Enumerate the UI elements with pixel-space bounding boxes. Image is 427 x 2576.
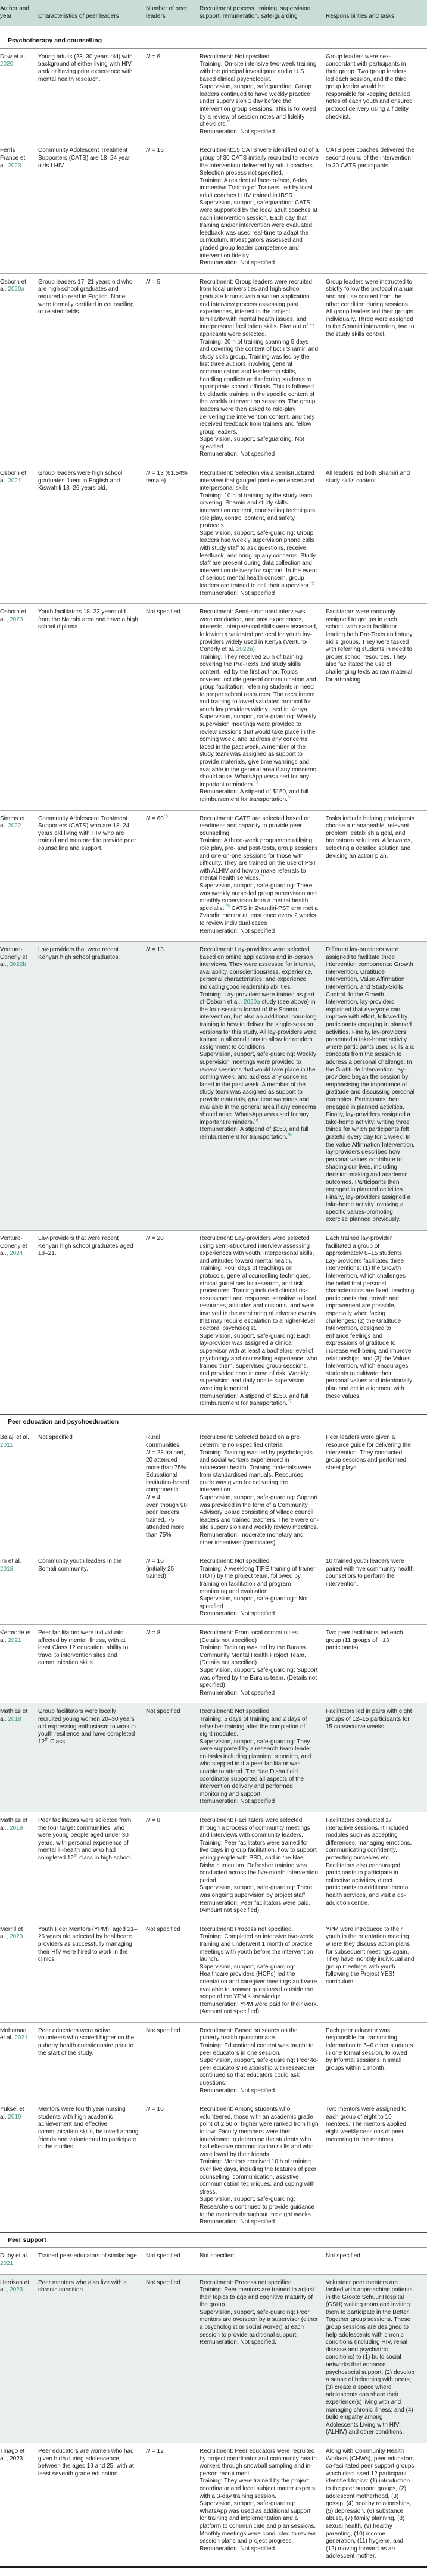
footnote-marker[interactable]: *6 xyxy=(254,1117,258,1123)
recruitment-cell: Recruitment: Facilitators were selected through a process of community meetings and interviews with community leaders. Training: Peer facilitators were trained for five days in group facilitation, how to support young people with PSD, and in the Nae Disha curriculum. Refresher training was conducted across the five-month intervention period. Supervision, support, safe-guarding: There was ongoing supervision by project staff. Remuneration: Peer facilitators were paid. (Amount not specified) xyxy=(200,1817,318,1914)
number-cell: N = 10 (initially 25 trained) xyxy=(146,1558,174,1580)
citation-year-link[interactable]: 2023 xyxy=(10,616,23,623)
citation-year: 2023 xyxy=(10,2455,23,2462)
footnote-marker[interactable]: *3 xyxy=(254,779,258,785)
characteristics-cell: Not specified xyxy=(38,1434,73,1441)
citation-year-link[interactable]: 2024 xyxy=(10,1250,23,1257)
author-cell: Duby et al. 2021 xyxy=(0,2253,29,2267)
characteristics-cell: Group leaders 17–21 years old who are high school graduates and required to read in English. None were formally certified in counselling or related fields. xyxy=(38,278,134,316)
characteristics-cell: Peer mentors who also live with a chronic condition xyxy=(38,2279,127,2294)
number-cell: N = 13 (61.54% female) xyxy=(146,470,188,484)
column-header-recruitment: Recruitment process, training, supervision, support, remuneration, safe-guarding xyxy=(200,5,312,20)
recruitment-cell: Recruitment: Lay-providers were selected using semi-structured interview assessing experiences with youth, interpersonal skills, and attitudes toward mental health. Training: Four days of teachings on protocols, general counselling techniques, ethical guidelines for research, and risk procedures. Training included clinical risk assessment and response, sensitive to local resources, attitudes and customs, and were involved in the monitoring of adverse events that may require escalation to a higher-level doctoral psychologist. Supervision, support, safe-guarding: Each lay-provider was assigned a clinical supervisor with at least a bachelors-level of psychology and counselling experience, who trained them, supervised group sessions, and provided care in case of risk. Weekly supervision and daily onsite supervision were implemented. Remuneration: A stipend of $150, and full reimbursement for transportation.$^{*7}$ xyxy=(200,1235,317,1407)
footnote-marker[interactable]: *2 xyxy=(310,580,314,586)
number-cell: N = 8 xyxy=(146,1817,161,1824)
study-row xyxy=(0,1703,427,1812)
number-cell: N = 8 xyxy=(146,1629,161,1636)
study-row xyxy=(0,2101,427,2232)
study-row xyxy=(0,1921,427,2023)
responsibilities-cell: Facilitators led in pairs with eight groups of 12–15 participants for 15 consecutive weeks. xyxy=(326,1708,412,1730)
footnote-marker[interactable]: *5 xyxy=(260,873,265,879)
responsibilities-cell: Not specified xyxy=(326,2253,360,2260)
citation-year-link[interactable]: 2019 xyxy=(8,2113,21,2120)
section-header xyxy=(0,1414,427,1430)
characteristics-cell: Youth Peer Mentors (YPM), aged 21–26 years old selected by healthcare providers as successfully managing their HIV were hired to work in the clinics. xyxy=(38,1926,138,1963)
characteristics-cell: Peer educators are women who had given birth during adolescence, between the ages 19 and 25, with at least seventh grade education. xyxy=(38,2447,134,2477)
study-row xyxy=(0,1625,427,1703)
footnote-marker[interactable]: *6 xyxy=(287,1132,292,1138)
recruitment-cell: Recruitment: Not specified Training: A weeklong TIPE training of trainer (TOT) by the project team, followed by training on facilitation and program monitoring and evaluation. Supervision, support, safe-guarding:: Not specified Remuneration: Not specified xyxy=(200,1558,316,1618)
author-cell: Simms et al. 2022 xyxy=(0,815,25,830)
number-cell: Not specified xyxy=(146,1708,180,1715)
study-row xyxy=(0,1812,427,1921)
responsibilities-cell: Facilitators conducted 17 interactive sessions. It included modules such as accepting differences, managing emotions, communicating confidently, protecting ourselves etc. Facilitators also encouraged participants to participate in collective activities, direct participants to additional mental health services, and visit a de-addiction centre. xyxy=(326,1817,412,1907)
column-header-characteristics: Characteristics of peer leaders xyxy=(38,13,119,20)
footnote-marker[interactable]: *5 xyxy=(225,903,230,909)
section-header xyxy=(0,33,427,49)
responsibilities-cell: Two peer facilitators led each group (11 groups of ~13 participants) xyxy=(326,1629,403,1652)
characteristics-cell: Peer facilitators were individuals affected by mental illness, with at least Class 12 education, ability to travel to intervention sites and communication skills. xyxy=(38,1629,129,1667)
column-header-responsibilities: Responsibilities and tasks xyxy=(326,13,395,20)
study-row xyxy=(0,1429,427,1553)
recruitment-cell: Recruitment: Process not specified. Training: Completed an intensive two-week training and underwent 1 month of practice meetings with youth before the intervention launch. Supervision, support, safe-guarding: Healthcare providers (HCPs) led the orientation and caregiver meetings and were available to answer questions if outside the scope of the YPM's knowledge. Remuneration: YPM were paid for their work. (Amount not specified) xyxy=(200,1926,319,2016)
citation-year-link[interactable]: 2018 xyxy=(8,1715,21,1722)
responsibilities-cell: Peer leaders were given a resource guide for delivering the intervention. They conducted group sessions and performed street plays. xyxy=(326,1434,411,1471)
recruitment-cell: Recruitment: Lay-providers were selected based on online applications and in-person interviews. They were assessed for interest, availability, conscientiousness, experience, personal characteristics, and experience indicating good leadership abilities. Training: Lay-providers were trained as part of Osborn et al., 2020a study (see above) in the four-session format of the Shamiri intervention, but also an additional hour-long training in how to deliver the single-session versions for this study. All lay-providers were trained in all conditions to allow for random assignment to conditions Supervision, support, safe-guarding: Weekly supervision meetings were provided to review sessions that would take place in the coming week, and address any concerns faced in the past week. A member of the study team was assigned as support to provide materials, give time warnings and available in the general area if any concerns should arise. WhatsApp was used for any important reminders.$^{*6}$ Remuneration: A stipend of $150, and full reimbursement for transportation.$^{*6}$ xyxy=(200,946,317,1141)
study-row xyxy=(0,1553,427,1625)
characteristics-cell: Peer educators were active volunteers who scored higher on the puberty health questionnaire prior to the start of the study. xyxy=(38,2027,135,2057)
section-title: Psychotherapy and counselling xyxy=(8,37,102,45)
responsibilities-cell: Facilitators were randomly assigned to groups in each school, with each facilitator leading both Pre-Texts and study skills groups. They were tasked with referring students in need to proper school resources. They also facilitated the use of challenging texts as raw material for artmaking. xyxy=(326,609,413,683)
study-row xyxy=(0,2248,427,2274)
recruitment-cell: Recruitment: Not specified Training: 5 days of training and 2 days of refresher training after the completion of eight modules. Supervision, support, safe-guarding: They were supported by a research team leader on tasks including planning, reporting, and who stepped in if a peer facilitator was unable to attend. The Nae Disha field coordinator supported all aspects of the intervention delivery and performed monitoring and support. Remuneration: Not specified xyxy=(200,1708,311,1805)
responsibilities-cell: Each trained lay-provider facilitated a group of approximately 8–15 students. Lay-providers facilitated three interventions: (1) the Growth Intervention, which challenges the belief that personal characteristics are fixed, teaching participants that growth and improvement are possible, especially when facing challenges; (2) the Gratitude Intervention, designed to enhance feelings and expressions of gratitude to increase well-being and improve relationships; and (3) the Values Intervention, which encourages students to cultivate their personal values and intentionally plan and act in alignment with these values. xyxy=(326,1235,414,1400)
characteristics-cell: Trained peer-educators of similar age xyxy=(38,2253,137,2260)
recruitment-cell: Recruitment: Selected based on a pre-determine non-specified criteria Training: Training was led by psychologists and social workers experienced in adolescent health. Training materials were from standardised manuals. Resources guide was given for delivering the intervention. Supervision, support, safe-guarding: Support was provided in the form of a Community Advisory Board consisting of village council leaders and trained teachers. There were on-site supervision and weekly review meetings. Remuneration: moderate monetary and other incentives (certificates) xyxy=(200,1434,319,1546)
number-cell: N = 20 xyxy=(146,1235,164,1242)
footnote-marker[interactable]: *7 xyxy=(287,1398,292,1404)
citation-year-link[interactable]: 2019 xyxy=(10,1824,23,1831)
responsibilities-cell: All leaders led both Shamiri and study skills content xyxy=(326,470,410,484)
number-cell: Not specified xyxy=(146,609,180,616)
responsibilities-cell: Along with Community Health Workers (CHWs), peer educators co-facilitated peer support groups which discussed 12 participant identified topics: (1) introduction to the peer support groups, (2) adolescent motherhood, (3) gossip, (4) healthy relationships, (5) depression, (6) substance abuse, (7) family planning, (8) sexual health, (9) healthy parenting, (10) income generation, (11) hygiene, and (12) moving forward as an adolescent mother. xyxy=(326,2447,414,2560)
citation-year-link[interactable]: 2023 xyxy=(10,2287,23,2294)
responsibilities-cell: YPM were introduced to their youth in the orientation meeting where they discuss action plans for subsequent meetings again. They have monthly individual and group meetings with youth following the Project YES! curriculum. xyxy=(326,1926,414,1985)
study-row xyxy=(0,1231,427,1414)
recruitment-cell: Recruitment: CATS are selected based on readiness and capacity to provide peer counselling Training: A three-week programme utilising role play, pre- and post-tests, group sessions and one-on-one sessions for those with difficulty. They are trained on the use of PST with ALHIV and how to make referrals to mental health services.$^{*5}$ Supervision, support, safe-guarding: There was weekly nurse-led group supervision and monthly supervision from a mental health specialist.$^{*5}$ CATS in Zvandiri-PST arm met a Zvandiri mentor at least once every 2 weeks to review individual cases Remuneration: Not specified xyxy=(200,815,318,935)
characteristics-cell: Youth facilitators 18–22 years old from the Nairobi area and have a high school diploma. xyxy=(38,609,138,631)
footnote-marker[interactable]: *1 xyxy=(227,119,232,124)
author-cell: Mohamadi et al. 2021 xyxy=(0,2027,28,2042)
characteristics-cell: Community Adolescent Treatment Supporters (CATS) are 18–24 year olds LHIV. xyxy=(38,147,130,169)
number-cell: N = 10 xyxy=(146,2106,164,2113)
recruitment-cell: Recruitment: Process not specified. Training: Peer mentors are trained to adjust their topics to age and cognitive maturity of the group. Supervision, support, safe-guarding: Peer mentors are overseen by a supervisor (either a psychologist or social worker) at each session to provide additional support. Remuneration: Not specified. xyxy=(200,2279,318,2346)
study-row xyxy=(0,2023,427,2101)
author-cell: Ferris France et al. 2023 xyxy=(0,147,26,169)
author-cell: Osborn et al. 2021 xyxy=(0,470,26,484)
recruitment-cell: Recruitment: Group leaders were recruited from local universities and high-school graduate forums with a written application and interview process assessing past experiences, interest in the project, familiarity with mental health issues, and interpersonal facilitation skills. Five out of 11 applicants were selected. Training: 20 h of training spanning 5 days and covering the content of both Shamiri and study skills group. Training was led by the first three authors involving general communication and leadership skills, handling conflicts and referring students to appropriate school officials. This is followed by didactic training in the specific content of the weekly intervention sessions. The group leaders were then asked to role-play delivering the intervention content, and they received feedback from trainers and fellow group leaders. Supervision, support, safeguarding: Not specified Remuneration: Not specified xyxy=(200,278,319,458)
author-cell: Mathias et al. 2018 xyxy=(0,1708,28,1722)
recruitment-cell: Recruitment:15 CATS were identified out of a group of 30 CATS initially recruited to receive the intervention delivered by adult coaches. Selection process not specified. Training: A residential face-to-face, 6-day immersive Training of Trainers, led by local adult coaches LHIV trained in IBSR. Supervision, support, safeguarding: CATS were supported by the local adult coaches at each intervention session. Each day that training and/or intervention were evaluated, feedback was used real-time to adapt the curriculum. Investigators assessed and graded group leader competence and intervention fidelity Remuneration: Not specified xyxy=(200,147,319,267)
author-cell: Venturo-Conerly et al., 2022b xyxy=(0,946,27,968)
number-cell: N = 5 xyxy=(146,278,161,285)
recruitment-cell: Recruitment: Selection via a semistructured interview that gauged past experiences and interpersonal skills Training: 10 h of training by the study team covering: Shamiri and study skills intervention content, counselling techniques, role play, control content, and safety protocols. Supervision, support, safe-guarding: Group leaders had weekly supervision phone calls with study staff to ask questions, receive feedback, and bring up any concerns. Study staff are present during data collection and intervention delivery for support. In the event of serious mental health concern, group leaders are trained to call their supervisor.$^{*2}$ Remuneration: Not specified xyxy=(200,470,317,597)
number-cell: N = 6 xyxy=(146,53,161,60)
responsibilities-cell: Different lay-providers were assigned to facilitate three intervention components: Growth Intervention, Gratitude Intervention, Value Affirmation Intervention, and Study-Skills Control. In the Growth Intervention, lay-providers explained that everyone can improve with effort, followed by participants engaging in planned activities. Finally, lay-providers presented a take-home activity where participants used skills and concepts from the session to address a personal challenge. In the Gratitude Intervention, lay-providers began the session by emphasising the importance of gratitude and discussing personal examples. Participants then engaged in planned activities. Finally, lay-providers assigned a take-home activity: writing three things for which participants felt grateful every day for 1 week. In the Value Affirmation Intervention, lay-providers described how personal values contribute to shaping our lives, including decision-making and academic outcomes. Participants then engaged in planned activities. Finally, lay-providers assigned a take-home activity involving a specific values-promoting exercise planned previously. xyxy=(326,946,415,1223)
study-row xyxy=(0,942,427,1231)
study-row xyxy=(0,604,427,810)
section-header xyxy=(0,2232,427,2248)
section-title: Peer education and psychoeducation xyxy=(8,1418,119,1425)
column-header-author: Author and year xyxy=(0,5,29,20)
citation-year-link[interactable]: 2023 xyxy=(10,1933,23,1940)
responsibilities-cell: Volunteer peer mentors are tasked with approaching patients in the Groote Schuur Hospital (GSH) waiting room and inviting them to participate in the Better Together group sessions. These group sessions are designed to help adolescents with chronic conditions (including HIV, renal disease and psychiatric conditions) to (1) build social networks that enhance psychosocial support; (2) develop a sense of belonging with peers; (3) create a space where adolescents can share their experience(s) living with and managing chronic illness; and (4) build empathy among Adolescents Living with HIV (ALHIV) and other conditions. xyxy=(326,2279,414,2436)
recruitment-cell: Recruitment: Among students who volunteered, those with an academic grade point of 2.50 or higher were ranked from high to low. Faculty members were then interviewed to determine the students who had effective communication skills and who were loved by their friends. Training: Mentors received 10 h of training over five days, including the features of peer counselling, communication, assistive communication techniques, and coping with stress. Supervision, support, safe-guarding: Researchers continued to provide guidance to the mentors throughout the eight weeks. Remuneration: Not specified xyxy=(200,2106,319,2226)
author-cell: Dow et al. 2020 xyxy=(0,53,27,68)
footnote-marker[interactable]: *5 xyxy=(163,813,168,819)
study-row xyxy=(0,2443,427,2566)
characteristics-cell: Mentors were fourth year nursing students with high academic achievement and effective communication skills, be loved among friends and volunteered to participate in the studies. xyxy=(38,2106,139,2151)
citation-year-link[interactable]: 2018 xyxy=(0,1565,14,1572)
number-cell: Not specified xyxy=(146,2253,180,2260)
recruitment-cell: Recruitment: Not specified Training: On-site intensive two-week training with the principal investigator and a U.S. based clinical psychologist. Supervision, support, safeguarding: Group leaders continued to have weekly practice under supervision 1 day before the intervention group sessions. This is followed by a review of session notes and fidelity checklists.$^{*1}$ Remuneration: Not specified xyxy=(200,53,317,135)
characteristics-cell: Group leaders were high school graduates fluent in English and Kiswahili 18–26 years old. xyxy=(38,470,123,492)
responsibilities-cell: Group leaders were sex-concordant with participants in their group. Two group leaders led each session, and the third group leader would be responsible for keeping detailed notes of each youth and ensured protocol delivery using a fidelity checklist. xyxy=(326,53,413,120)
author-cell: Kermode et al. 2021 xyxy=(0,1629,31,1644)
characteristics-cell: Community youth leaders in the Somali community. xyxy=(38,1558,122,1572)
number-cell: Not specified xyxy=(146,2279,180,2286)
characteristics-cell: Young adults (23–30 years old) with background of either living with HIV and/ or having prior experience with mental health research. xyxy=(38,53,133,83)
recruitment-cell: Recruitment: Peer educators were recruited by project coordinator and community health workers through snowball sampling and in-person recruitment. Training: They were trained by the project coordinator and local subject matter experts with a 3-day training session. Supervision, support, safe-guarding: WhatsApp was used as additional support for training and implementation and a platform to communicate and plan sessions. Monthly meetings were conducted to review session plans and project progress. Remuneration: Not specified. xyxy=(200,2447,317,2552)
study-row xyxy=(0,49,427,143)
characteristics-cell: Peer facilitators were selected from the four target communities, who were young people aged under 30 years, with personal experience of mental ill-health and who had completed 12th class in high school. xyxy=(38,1817,133,1861)
number-cell: Rural communities: N = 28 trained, 20 attended more than 75%. Educational institution-based components: N = 4 even though 98 peer leaders trained, 75 attended more than 75% xyxy=(146,1434,189,1539)
author-cell: Im et al. 2018 xyxy=(0,1558,21,1572)
responsibilities-cell: CATS peer coaches delivered the second round of the intervention to 30 CATS participants. xyxy=(326,147,414,169)
author-cell: Osborn et al., 2023 xyxy=(0,609,26,623)
number-cell: Not specified xyxy=(146,1926,180,1933)
recruitment-cell: Recruitment: Based on scores on the puberty health questionnaire. Training: Educational content was taught to peer educators in one session. Supervision, support, safe-guarding: Peer-to-peer educators' relationship with researcher continued so that educators could ask questions. Remuneration: Not specified. xyxy=(200,2027,319,2094)
citation-link[interactable]: 2020a xyxy=(243,999,260,1006)
citation-year-link[interactable]: 2020a xyxy=(8,286,25,293)
table-body xyxy=(0,33,427,2566)
number-cell: N = 15 xyxy=(146,147,164,154)
author-cell: Osborn et al. 2020a xyxy=(0,278,26,293)
author-cell: Mathias et al., 2019 xyxy=(0,1817,28,1831)
author-cell: Venturo-Conerly et al., 2024 xyxy=(0,1235,27,1257)
author-cell: Merrill et al., 2023 xyxy=(0,1926,23,1940)
citation-year-link[interactable]: 2023 xyxy=(8,162,21,169)
responsibilities-cell: 10 trained youth leaders were paired with five community health counsellors to perform the intervention. xyxy=(326,1558,414,1587)
section-title: Peer support xyxy=(8,2236,46,2244)
author-cell: Balaji et al. 2011 xyxy=(0,1434,29,1449)
number-cell: N = 12 xyxy=(146,2447,164,2454)
study-row xyxy=(0,142,427,274)
author-cell: Tinago et al., 2023 xyxy=(0,2447,25,2462)
footnote-marker[interactable]: *4 xyxy=(287,794,292,800)
study-row xyxy=(0,811,427,942)
study-row xyxy=(0,274,427,465)
citation-year-link[interactable]: 2022 xyxy=(8,823,21,830)
responsibilities-cell: Group leaders were instructed to strictly follow the protocol manual and not use content from the other condition during sessions. All group leaders led their groups individually. Three were assigned to the Shamiri intervention, two to the study skills control. xyxy=(326,278,414,338)
citation-year-link[interactable]: 2011 xyxy=(0,1441,13,1449)
responsibilities-cell: Tasks include helping participants choose a manageable, relevant problem, establish a goal, and brainstorm solutions. Afterwards, selecting a detailed solution and devising an action plan. xyxy=(326,815,414,859)
citation-year-link[interactable]: 2021 xyxy=(0,2260,14,2267)
author-cell: Harrison et al., 2023 xyxy=(0,2279,29,2294)
characteristics-cell: Lay-providers that were recent Kenyan high school graduates. xyxy=(38,946,120,961)
table-end-rule xyxy=(0,2566,427,2576)
characteristics-cell: Community Adolescent Treatment Supporters (CATS) who are 18–24 years old living with HIV who are trained and mentored to provide peer counselling and support. xyxy=(38,815,136,852)
responsibilities-cell: Two mentors were assigned to each group of eight to 10 mentees. The mentors applied eight weekly sessions of peer mentoring to the mentees. xyxy=(326,2106,407,2143)
study-row xyxy=(0,465,427,604)
number-cell: N = 13 xyxy=(146,946,164,954)
author-cell: Yuksel et al. 2019 xyxy=(0,2106,24,2120)
recruitment-cell: Not specified xyxy=(200,2253,234,2260)
characteristics-cell: Lay-providers that were recent Kenyan high school graduates aged 18–21. xyxy=(38,1235,133,1257)
citation-year-link[interactable]: 2021 xyxy=(8,1637,21,1644)
table-header-row xyxy=(0,0,427,26)
recruitment-cell: Recruitment: Semi-structured interviews were conducted, and past experiences, interests, interpersonal skills were assessed, following a validated protocol for youth lay-providers widely used in Kenya (Venturo-Conerly et al. 2022a) Training: They received 20 h of training covering the Pre-Texts and study skills content, led by the first author. Topics covered include general communication and group facilitation, referring students in need to proper school resources. The recruitment and training followed validated protocol for youth lay providers widely used in Kenya. Supervision, support, safe-guarding: Weekly supervision meetings were provided to review sessions that would take place in the coming week, and address any concerns faced in the past week. A member of the study team was assigned as support to provide materials, give time warnings and available in the general area if any concerns should arise. WhatsApp was used for any important reminders.$^{*3}$ Remuneration: A stipend of $150, and full reimbursement for transportation.$^{*4}$ xyxy=(200,609,317,803)
study-row xyxy=(0,2275,427,2443)
citation-year-link[interactable]: 2022b xyxy=(10,961,26,968)
number-cell: Not specified xyxy=(146,2027,180,2034)
characteristics-cell: Group facilitators were locally recruited young women 20–30 years old expressing enthusiasm to work in youth resilience and have completed 12th Class. xyxy=(38,1708,136,1745)
number-cell: N = 60$^{*5}$ xyxy=(146,813,168,822)
responsibilities-cell: Each peer educator was responsible for transmitting information to 5–6 other students in one formal session, followed by informal sessions in small groups within 1 month. xyxy=(326,2027,413,2072)
citation-link[interactable]: 2022a xyxy=(236,646,253,653)
citation-year-link[interactable]: 2020 xyxy=(0,61,14,68)
citation-year-link[interactable]: 2021 xyxy=(8,477,21,484)
recruitment-cell: Recruitment: From local communities (Details not specified) Training: Training was led by the Burans Community Mental Health Project Team. (Details not specified) Supervision, support, safe-guarding: Support was offered by the Burans team. (Details not specified) Remuneration: Not specified xyxy=(200,1629,318,1696)
column-header-number: Number of peer leaders xyxy=(146,5,188,20)
citation-year-link[interactable]: 2021 xyxy=(14,2035,28,2042)
